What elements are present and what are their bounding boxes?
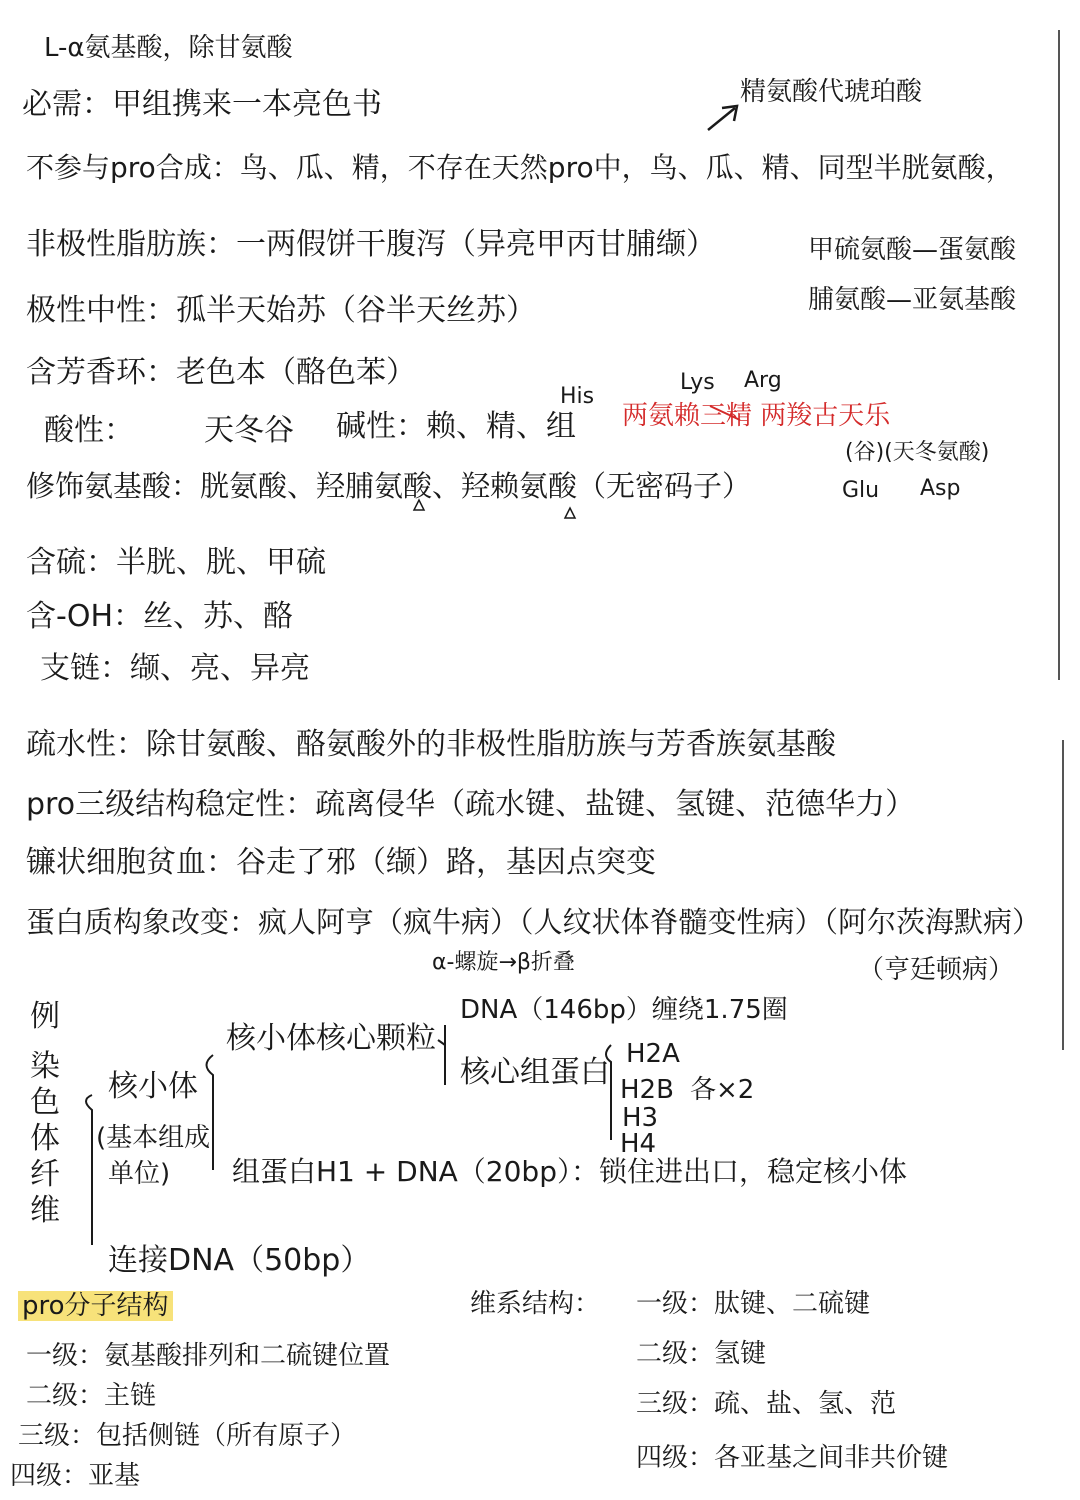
fiber-char-3: 体 [30, 1121, 60, 1156]
nucleosome-note-1: (基本组成 [96, 1123, 211, 1153]
core-particle-label: 核小体核心颗粒 [226, 1021, 436, 1056]
core-histone-label: 核心组蛋白 [460, 1055, 610, 1090]
huntington-note: （亨廷顿病） [858, 955, 1015, 985]
abbr-glu: Glu [842, 478, 880, 503]
aromatic-line: 含芳香环：老色本（酪色苯） [26, 355, 416, 390]
nucleosome-note-2: 单位) [108, 1159, 171, 1189]
maintain-level-3: 三级：疏、盐、氢、范 [636, 1389, 897, 1419]
side-note-pro: 脯氨酸—亚氨基酸 [808, 285, 1017, 315]
nonprotein-line: 不参与pro合成：鸟、瓜、精，不存在天然pro中，鸟、瓜、精、同型半胱氨酸， [26, 151, 1014, 184]
histone-h4: H4 [620, 1129, 657, 1159]
branched-line: 支链：缬、亮、异亮 [40, 651, 310, 686]
histone-h2a: H2A [626, 1039, 680, 1069]
histone-h2b: H2B [620, 1075, 674, 1105]
pro-level-1: 一级：氨基酸排列和二硫键位置 [26, 1341, 391, 1371]
nucleosome-label: 核小体 [108, 1069, 198, 1104]
pro-structure-title-text: pro分子结构 [18, 1291, 173, 1321]
pro-structure-title [18, 1292, 173, 1322]
h1-line: 组蛋白H1 + DNA（20bp）：锁住进出口，稳定核小体 [232, 1155, 907, 1188]
abbr-arg: Arg [744, 368, 782, 393]
modified-line: 修饰氨基酸：胱氨酸、羟脯氨酸、羟赖氨酸（无密码子） [26, 469, 752, 503]
fiber-char-5: 维 [30, 1193, 60, 1228]
maintain-level-1: 一级：肽键、二硫键 [636, 1289, 871, 1319]
margin-line-top [1058, 30, 1060, 680]
histone-h3: H3 [622, 1103, 659, 1133]
misfold-line: 蛋白质构象改变：疯人阿亨（疯牛病）（人纹状体脊髓变性病）（阿尔茨海默病） [26, 905, 1042, 939]
pro-level-3: 三级：包括侧链（所有原子） [18, 1421, 357, 1451]
maintain-level-4: 四级：各亚基之间非共价键 [636, 1443, 949, 1473]
abbr-asp: Asp [920, 476, 961, 501]
fiber-char-2: 色 [30, 1085, 60, 1120]
linker-dna: 连接DNA（50bp） [108, 1243, 371, 1278]
sulfur-line: 含硫：半胱、胱、甲硫 [26, 545, 326, 580]
acidic-value: 天冬谷 [204, 413, 294, 448]
sickle-line: 镰状细胞贫血：谷走了邪（缬）路，基因点突变 [26, 845, 656, 880]
pro-level-4: 四级：亚基 [10, 1461, 141, 1491]
glu-asp-chinese: (谷)(天冬氨酸) [845, 440, 990, 465]
helix-sheet-note: α-螺旋→β折叠 [432, 950, 575, 975]
fiber-char-4: 纤 [30, 1157, 60, 1192]
basic-mnemonic: 两氨赖三精 两羧古天乐 [622, 401, 891, 431]
abbr-his: His [560, 384, 595, 409]
margin-line-bottom [1062, 740, 1064, 1050]
nonpolar-line: 非极性脂肪族：一两假饼干腹泻（异亮甲丙甘脯缬） [26, 227, 716, 262]
abbr-lys: Lys [680, 370, 715, 395]
acidic-label: 酸性： [44, 413, 134, 448]
example-label: 例 [30, 999, 60, 1034]
core-dna-line: DNA（146bp）缠绕1.75圈 [460, 995, 788, 1025]
hydrophobic-line: 疏水性：除甘氨酸、酪氨酸外的非极性脂肪族与芳香族氨基酸 [26, 727, 836, 762]
header-title: L-α氨基酸，除甘氨酸 [44, 33, 293, 63]
maintain-title: 维系结构： [470, 1289, 601, 1319]
tertiary-line: pro三级结构稳定性：疏离侵华（疏水键、盐键、氢键、范德华力） [26, 787, 916, 822]
histone-each-x2: 各×2 [690, 1075, 755, 1105]
annotation-arrow-text: 精氨酸代琥珀酸 [740, 77, 923, 107]
pro-level-2: 二级：主链 [26, 1381, 157, 1411]
maintain-level-2: 二级：氢键 [636, 1339, 767, 1369]
side-note-met: 甲硫氨酸—蛋氨酸 [808, 235, 1017, 265]
basic-line: 碱性：赖、精、组 [336, 409, 576, 444]
hydroxyl-line: 含-OH：丝、苏、酪 [26, 599, 293, 634]
fiber-char-1: 染 [30, 1049, 60, 1084]
essential-mnemonic: 必需：甲组携来一本亮色书 [22, 87, 382, 122]
polar-neutral-line: 极性中性：孤半天始苏（谷半天丝苏） [26, 293, 536, 328]
